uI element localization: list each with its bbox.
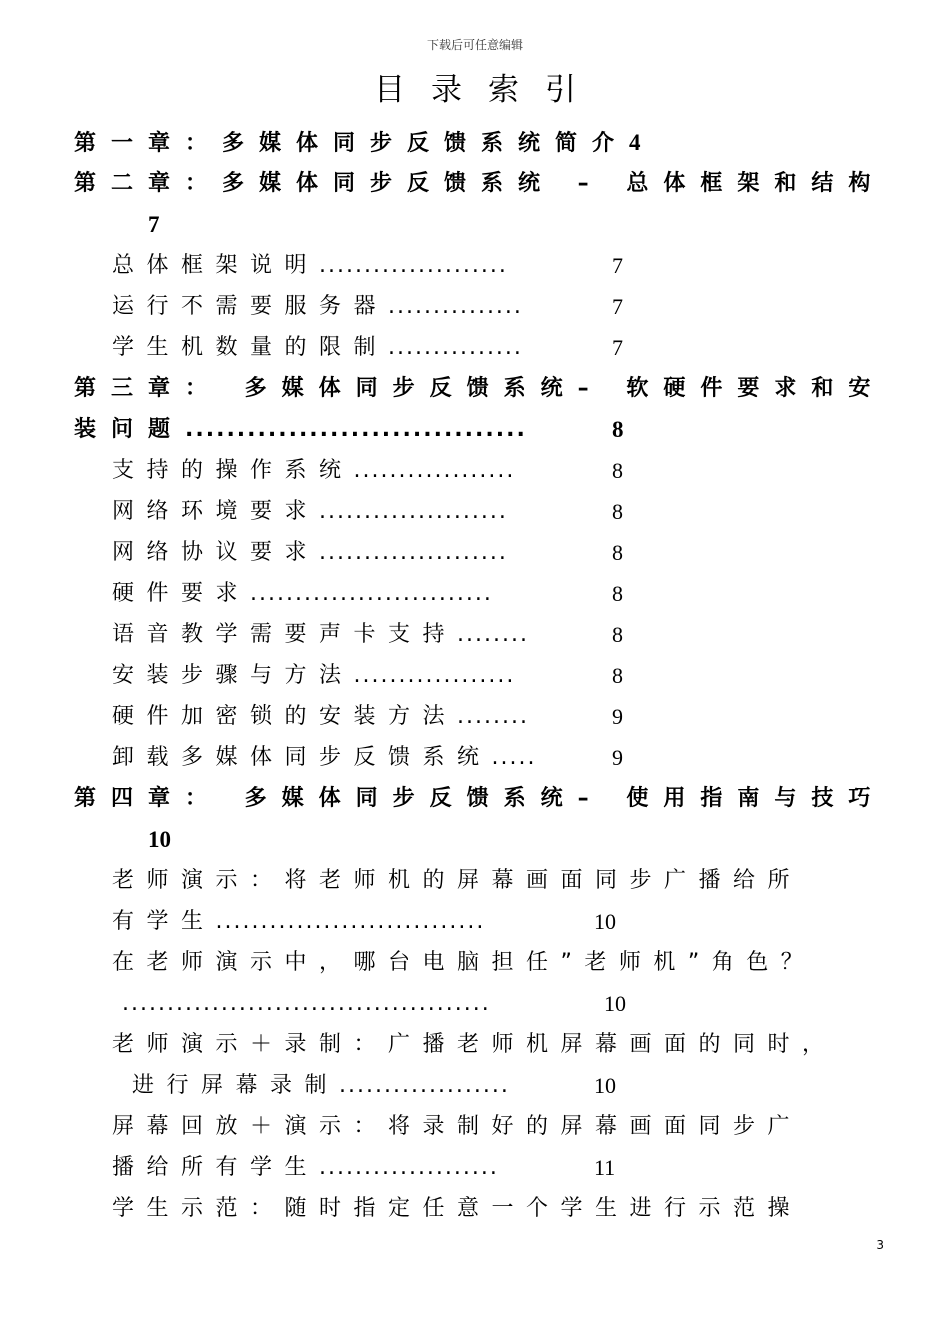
page-title: 目录索引: [374, 72, 602, 108]
toc-entry-text: 学生机数量的限制: [112, 335, 389, 360]
toc-page-3-8: [612, 743, 623, 774]
toc-page-4-3: [594, 1071, 616, 1102]
toc-leader-dots: ....................: [319, 1155, 499, 1180]
toc-page-number: 11: [594, 1155, 616, 1180]
toc-page-3-7: [612, 702, 623, 733]
toc-entry-text: 装问题: [74, 417, 186, 442]
toc-page-number: 8: [612, 622, 623, 647]
toc-leader-dots: ...............: [388, 294, 523, 319]
toc-chapter-2-page: [148, 210, 160, 241]
toc-entry-text: 有学生: [112, 909, 216, 934]
toc-page-number: 10: [604, 991, 626, 1016]
toc-page-number: 8: [612, 663, 623, 688]
toc-entry-text: 网络环境要求: [112, 499, 320, 524]
toc-entry-text: 第二章：多媒体同步反馈系统 – 总体框架和结构: [74, 171, 886, 196]
toc-page-number: 7: [612, 253, 623, 278]
toc-page-3-3: [612, 538, 623, 569]
toc-entry-text: 语音教学需要声卡支持: [112, 622, 458, 647]
toc-page-4-2: [604, 989, 626, 1020]
toc-entry-text: 运行不需要服务器: [112, 294, 389, 319]
toc-page-3-1: [612, 456, 623, 487]
toc-entry-text: 网络协议要求: [112, 540, 320, 565]
toc-entry-text: 播给所有学生: [112, 1155, 320, 1180]
toc-page-3-4: [612, 579, 623, 610]
toc-entry-text: 硬件加密锁的安装方法: [112, 704, 458, 729]
toc-section-3-8[interactable]: [112, 743, 536, 773]
toc-page-number: 10: [594, 1073, 616, 1098]
toc-page-number: 8: [612, 581, 623, 606]
toc-entry-text: 老师演示：将老师机的屏幕画面同步广播给所: [112, 868, 803, 893]
toc-chapter-4-page: [148, 825, 171, 856]
toc-entry-text: 学生示范：随时指定任意一个学生进行示范操: [112, 1196, 803, 1221]
toc-page-number: 7: [612, 335, 623, 360]
toc-page-number: 10: [148, 827, 171, 852]
toc-section-2-2[interactable]: [112, 292, 523, 322]
toc-entry-text: 硬件要求: [112, 581, 251, 606]
toc-section-3-5[interactable]: [112, 620, 529, 650]
toc-entry-text: 第一章：多媒体同步反馈系统简介: [74, 131, 630, 156]
toc-page-number: 8: [612, 417, 624, 442]
toc-leader-dots: .................................: [185, 417, 527, 442]
toc-leader-dots: .....................: [319, 253, 508, 278]
toc-leader-dots: .....................: [319, 499, 508, 524]
toc-leader-dots: ..................: [353, 663, 516, 688]
toc-chapter-2[interactable]: [74, 169, 885, 199]
toc-page-number: 10: [594, 909, 616, 934]
toc-page-4-4: [594, 1153, 615, 1184]
toc-entry-text: 进行屏幕录制: [132, 1073, 340, 1098]
toc-page-number: 8: [612, 540, 623, 565]
toc-entry-text: 老师演示＋录制：广播老师机屏幕画面的同时，: [112, 1032, 837, 1057]
toc-page-2-1: [612, 251, 623, 282]
toc-page-number: 9: [612, 704, 623, 729]
toc-section-3-2[interactable]: [112, 497, 508, 527]
toc-leader-dots: .........................................: [122, 991, 491, 1016]
toc-section-4-3[interactable]: [112, 1030, 837, 1060]
toc-leader-dots: .....: [491, 745, 537, 770]
toc-entry-text: 总体框架说明: [112, 253, 320, 278]
toc-entry-text: 屏幕回放＋演示：将录制好的屏幕画面同步广: [112, 1114, 803, 1139]
toc-entry-text: 第四章： 多媒体同步反馈系统– 使用指南与技巧: [74, 786, 886, 811]
toc-chapter-3[interactable]: [74, 374, 885, 404]
page-number: 3: [876, 1238, 884, 1252]
toc-section-4-3-continued[interactable]: [132, 1071, 510, 1101]
toc-entry-text: 在老师演示中，哪台电脑担任”老师机”角色？: [112, 950, 816, 975]
toc-leader-dots: ..............................: [215, 909, 486, 934]
toc-page-number: 8: [612, 499, 623, 524]
toc-page-number: 7: [148, 212, 160, 237]
toc-section-4-5[interactable]: [112, 1194, 802, 1224]
toc-chapter-1[interactable]: [74, 128, 641, 159]
toc-leader-dots: ........: [457, 704, 529, 729]
toc-leader-dots: ........: [457, 622, 529, 647]
toc-entry-text: 卸载多媒体同步反馈系统: [112, 745, 492, 770]
toc-page-4-1: [594, 907, 616, 938]
toc-section-4-2[interactable]: [112, 948, 815, 978]
toc-leader-dots: ..................: [353, 458, 516, 483]
toc-chapter-4[interactable]: [74, 784, 885, 814]
toc-section-3-4[interactable]: [112, 579, 493, 609]
toc-section-2-3[interactable]: [112, 333, 523, 363]
toc-section-3-1[interactable]: [112, 456, 515, 486]
header-note: 下载后可任意编辑: [426, 38, 523, 52]
toc-section-4-1[interactable]: [112, 866, 802, 896]
toc-section-3-3[interactable]: [112, 538, 508, 568]
toc-page-2-3: [612, 333, 623, 364]
toc-entry-text: 第三章： 多媒体同步反馈系统– 软硬件要求和安: [74, 376, 886, 401]
toc-page-number: 9: [612, 745, 623, 770]
toc-page-3-5: [612, 620, 623, 651]
toc-entry-text: 安装步骤与方法: [112, 663, 354, 688]
toc-leader-dots: .....................: [319, 540, 508, 565]
toc-page-number: 7: [612, 294, 623, 319]
toc-leader-dots: ...........................: [250, 581, 493, 606]
toc-leader-dots: ...................: [339, 1073, 510, 1098]
toc-page-2-2: [612, 292, 623, 323]
toc-page-number: 4: [629, 130, 641, 155]
toc-page-3-6: [612, 661, 623, 692]
toc-section-4-1-continued[interactable]: [112, 907, 485, 937]
toc-section-3-6[interactable]: [112, 661, 515, 691]
toc-chapter-3-continued[interactable]: [74, 415, 527, 445]
toc-page-number: 8: [612, 458, 623, 483]
toc-section-2-1[interactable]: [112, 251, 508, 281]
toc-page-3-2: [612, 497, 623, 528]
toc-leader-dots: ...............: [388, 335, 523, 360]
toc-section-4-4[interactable]: [112, 1112, 802, 1142]
toc-section-4-4-continued[interactable]: [112, 1153, 499, 1183]
toc-section-3-7[interactable]: [112, 702, 529, 732]
toc-section-4-2-continued[interactable]: [122, 989, 491, 1019]
toc-page-3: [612, 415, 624, 446]
toc-entry-text: 支持的操作系统: [112, 458, 354, 483]
